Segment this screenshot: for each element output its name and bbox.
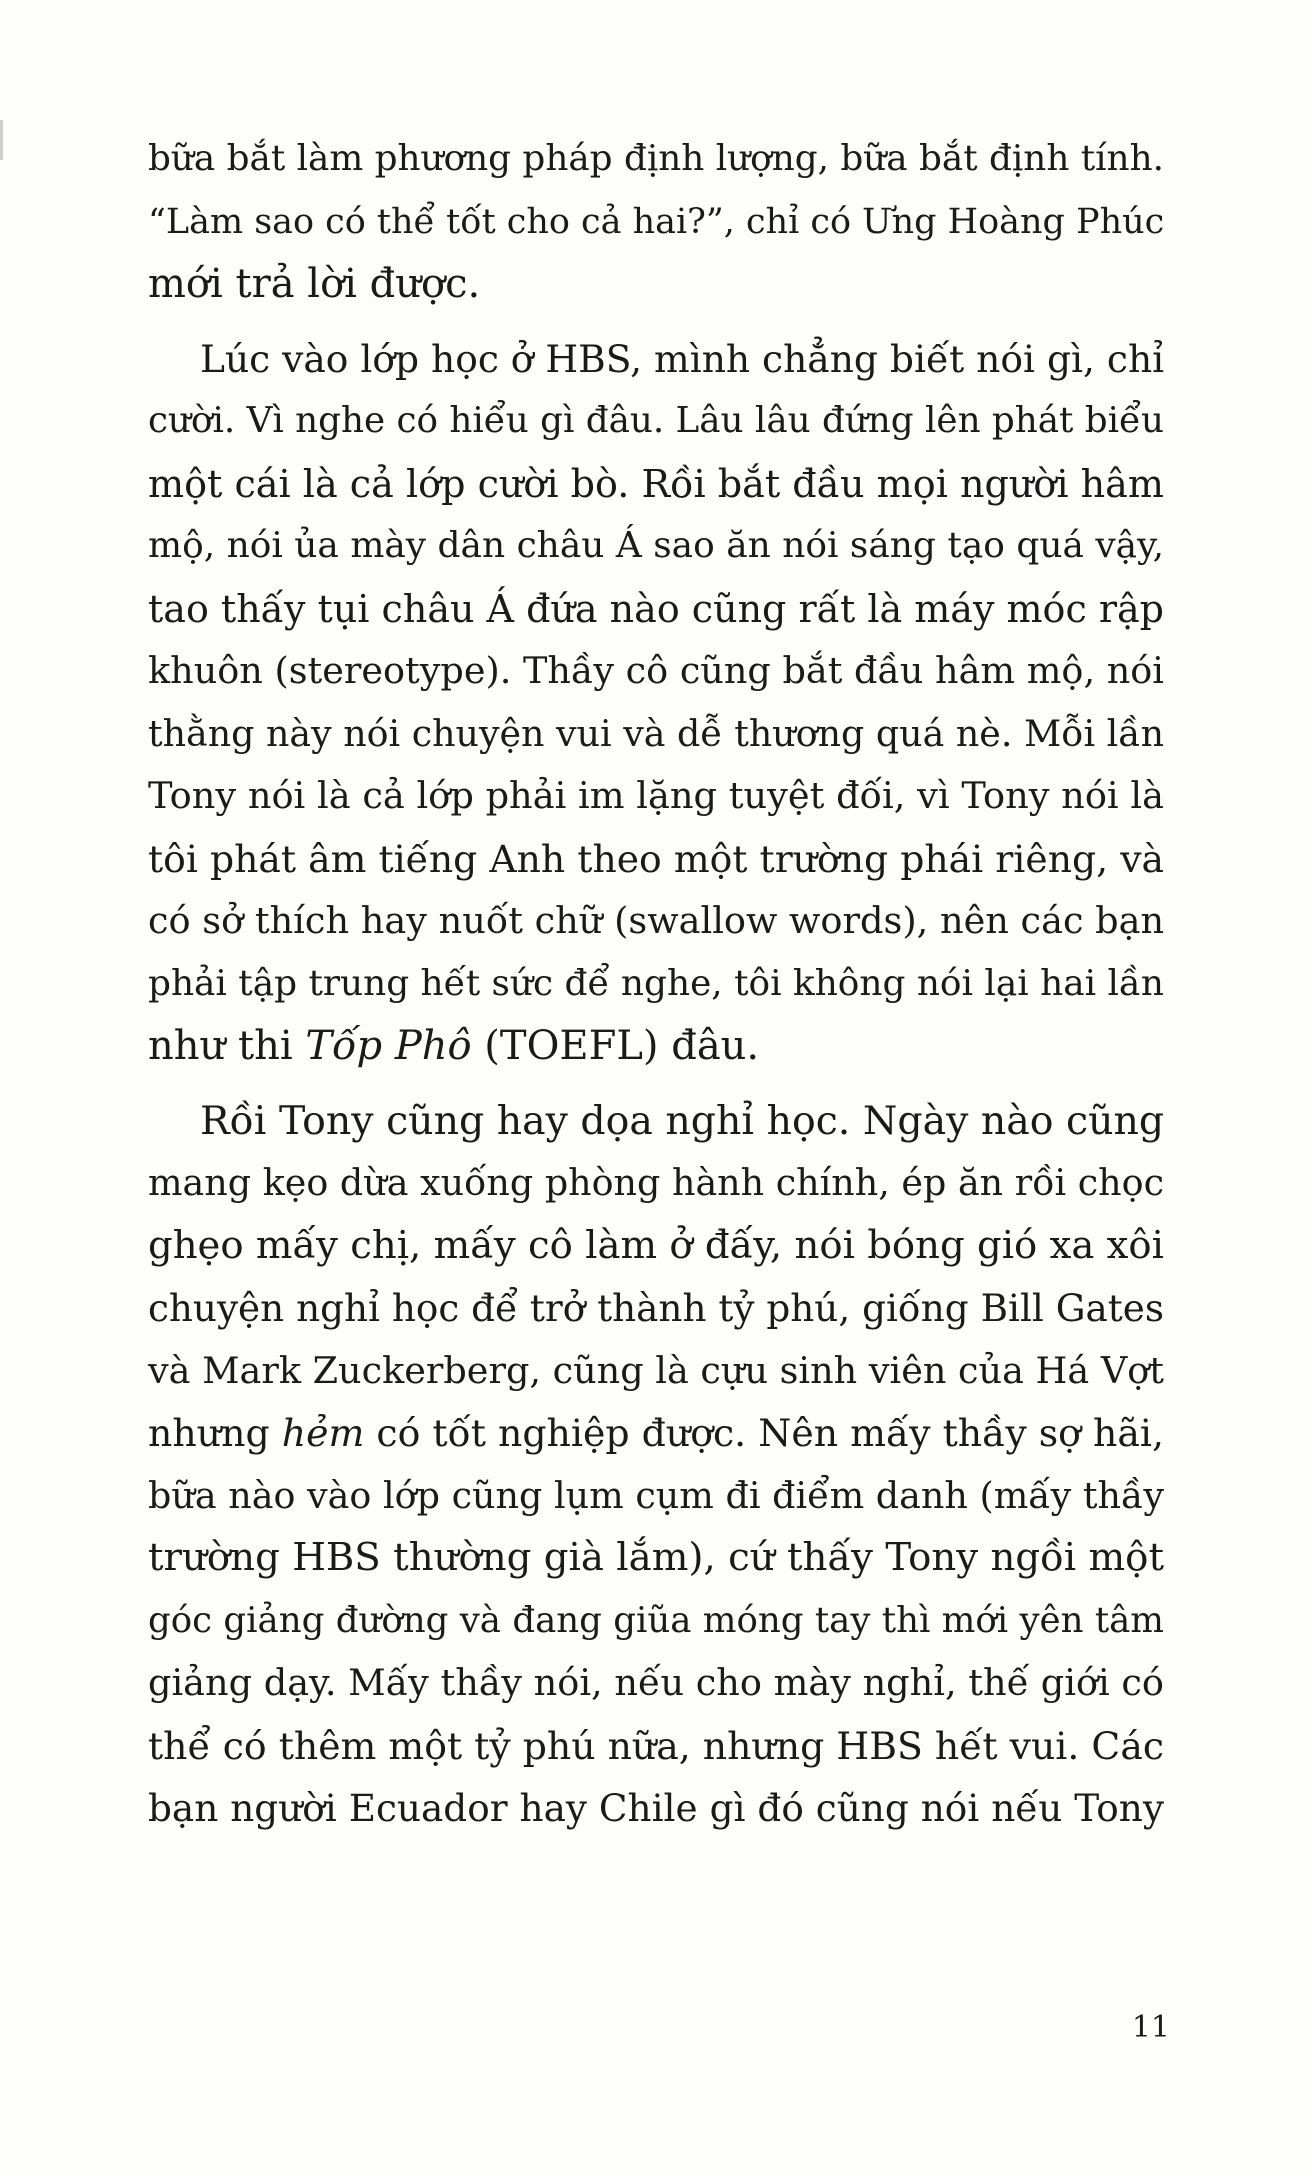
text-line: Tony nói là cả lớp phải im lặng tuyệt đối, vì Tony nói là — [148, 774, 1164, 817]
text-line: phải tập trung hết sức để nghe, tôi không nói lại hai lần — [148, 962, 1164, 1004]
text-line: Rồi Tony cũng hay dọa nghỉ học. Ngày nào cũng — [200, 1097, 1165, 1144]
text-line: khuôn (stereotype). Thầy cô cũng bắt đầu hâm mộ, nói — [148, 649, 1164, 692]
text-line: mới trả lời được. — [148, 261, 481, 307]
text-run: như thi — [148, 1023, 306, 1069]
body-text — [148, 128, 1164, 1840]
paragraph-spacing — [148, 1078, 1164, 1090]
text-line: giảng dạy. Mấy thầy nói, nếu cho mày nghỉ, thế giới có — [148, 1661, 1164, 1704]
paragraph-3 — [148, 1090, 1164, 1840]
text-line: Lúc vào lớp học ở HBS, mình chẳng biết nói gì, chỉ — [200, 336, 1165, 381]
text-line: bữa bắt làm phương pháp định lượng, bữa bắt định tính. — [148, 138, 1164, 179]
text-run: có tốt nghiệp được. Nên mấy thầy sợ hãi, — [364, 1411, 1165, 1455]
text-line: ghẹo mấy chị, mấy cô làm ở đấy, nói bóng gió xa xôi — [148, 1222, 1164, 1268]
italic-title: Tốp Phô — [305, 1023, 472, 1069]
text-line: mang kẹo dừa xuống phòng hành chính, ép ăn rồi chọc — [148, 1161, 1164, 1204]
page-edge-shadow — [0, 120, 3, 160]
text-line: tôi phát âm tiếng Anh theo một trường phái riêng, và — [148, 836, 1164, 881]
text-line: tao thấy tụi châu Á đứa nào cũng rất là máy móc rập — [148, 586, 1164, 631]
text-line — [148, 1015, 1164, 1078]
paragraph-1 — [148, 128, 1164, 316]
text-line — [148, 1402, 1164, 1465]
paragraph-spacing — [148, 316, 1164, 328]
text-line: thằng này nói chuyện vui và dễ thương quá nè. Mỗi lần — [148, 711, 1164, 755]
text-line: bạn người Ecuador hay Chile gì đó cũng nói nếu Tony — [148, 1786, 1164, 1830]
text-line: và Mark Zuckerberg, cũng là cựu sinh viên của Há Vợt — [148, 1348, 1164, 1392]
text-line: bữa nào vào lớp cũng lụm cụm đi điểm danh (mấy thầy — [148, 1473, 1164, 1517]
text-line: “Làm sao có thể tốt cho cả hai?”, chỉ có Ưng Hoàng Phúc — [148, 201, 1165, 242]
text-line: trường HBS thường già lắm), cứ thấy Tony ngồi một — [148, 1535, 1164, 1580]
text-line: thể có thêm một tỷ phú nữa, nhưng HBS hết vui. Các — [148, 1723, 1164, 1768]
text-line: góc giảng đường và đang giũa móng tay thì mới yên tâm — [148, 1599, 1164, 1641]
paragraph-2 — [148, 328, 1164, 1078]
italic-word: hẻm — [281, 1411, 365, 1455]
text-line: có sở thích hay nuốt chữ (swallow words), nên các bạn — [148, 899, 1165, 942]
text-line: một cái là cả lớp cười bò. Rồi bắt đầu mọi người hâm — [148, 461, 1164, 506]
page-number: 11 — [1131, 2010, 1170, 2045]
text-line: cười. Vì nghe có hiểu gì đâu. Lâu lâu đứng lên phát biểu — [148, 400, 1164, 441]
text-line: chuyện nghỉ học để trở thành tỷ phú, giống Bill Gates — [148, 1286, 1164, 1330]
text-run: nhưng — [148, 1411, 282, 1455]
text-run: (TOEFL) đâu. — [471, 1023, 760, 1069]
text-line: mộ, nói ủa mày dân châu Á sao ăn nói sáng tạo quá vậy, — [148, 525, 1164, 566]
